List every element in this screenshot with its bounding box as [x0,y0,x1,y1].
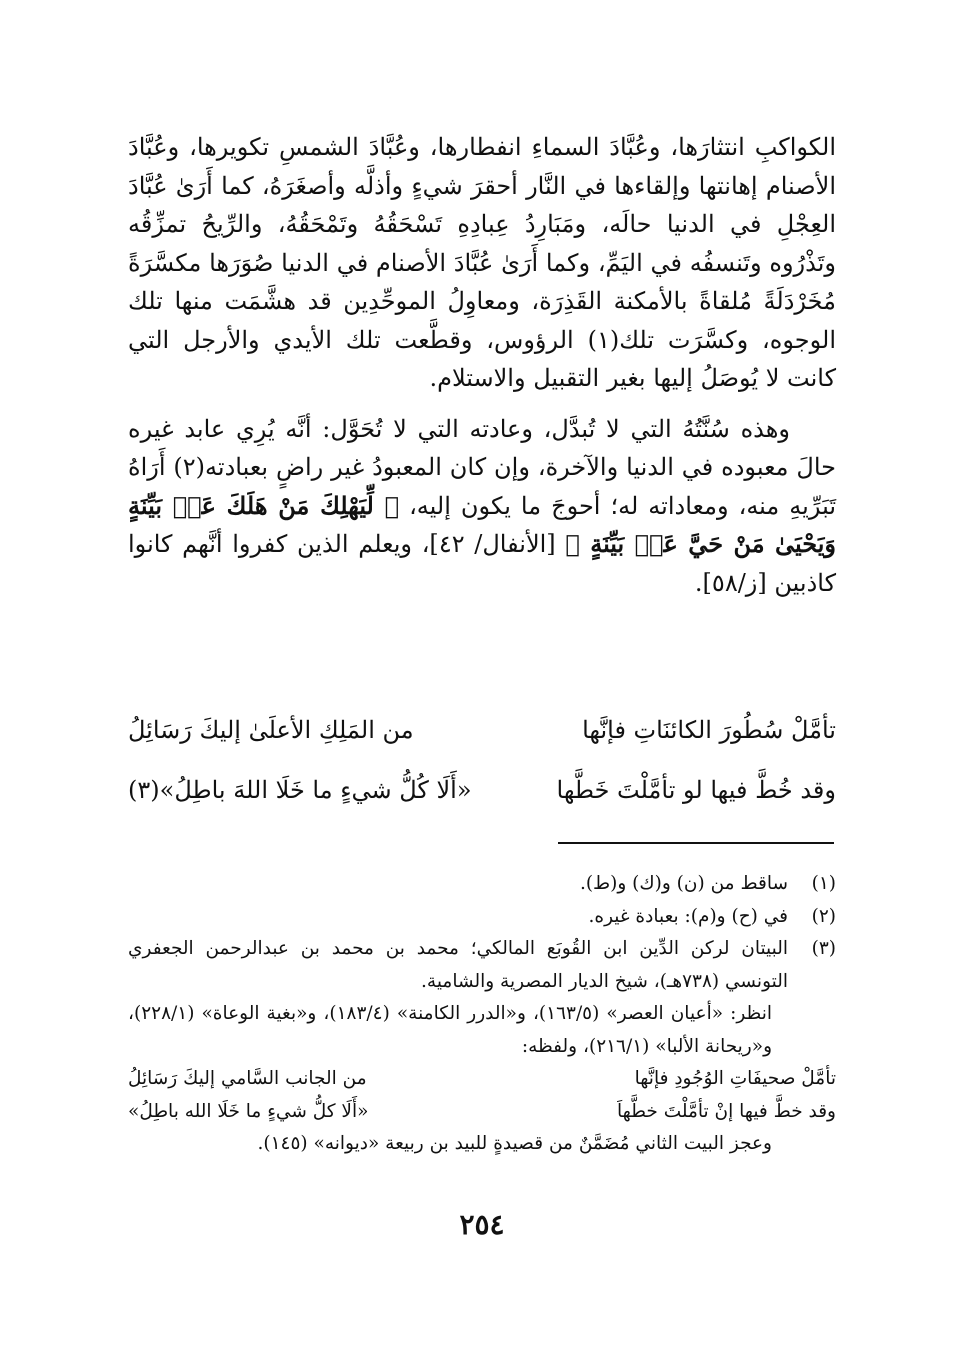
paragraph-2-citation: [الأنفال/ ٤٢]، ويعلم الذين كفروا أنَّهم كانوا كاذبين [ز/٥٨]. [128,530,836,597]
verse-line-2 [128,760,836,820]
quran-verse: ﴿ لِّيَهْلِكَ مَنْ هَلَكَ عَنۢ بَيِّنَةٍ وَيَحْيَىٰ مَنْ حَيَّ عَنۢ بَيِّنَةٍ ﴾ [128,490,837,558]
page-number: ٢٥٤ [459,1208,505,1241]
footnote-verse-line-1 [128,1063,836,1096]
poem-verses [128,700,836,820]
footnotes [128,868,836,1161]
verse-1-second-hemistich: من المَلِكِ الأعلَىٰ إليكَ رَسَائِلُ [128,716,414,744]
footnote-verse-2-second: «أَلَا كلُّ شيءٍ ما خَلَا الله باطِلُ» [128,1100,369,1122]
footnote-3-references: انظر: «أعيان العصر» (١٦٣/٥)، و«الدرر الكامنة» (١٨٣/٤)، و«بغية الوعاة» (٢٢٨/١)، و«ريحانة الألبا» (٢١٦/١)، ولفظه: [128,1003,772,1057]
footnote-verse-line-2 [128,1096,836,1129]
footnote-number: (٣) [811,938,836,959]
footnote-2 [128,901,836,934]
footnote-number: (١) [811,873,836,894]
footnote-separator [558,842,834,844]
main-text [128,128,836,602]
footnote-3-closing: وعجز البيت الثاني مُضَمَّنٌ من قصيدةٍ للبيد بن ربيعة «ديوانه» (١٤٥). [257,1133,772,1154]
footnote-verse-2-first: وقد خطَّ فيها إنْ تأمَّلْتَ خطَّهاَ [617,1100,836,1122]
verse-line-1 [128,700,836,760]
paragraph-2-text: وهذه سُنَّتُهُ التي لا تُبدَّل، وعادته التي لا تُحَوَّل: أنَّه يُرِي عابد غيره حالَ معبوده في الدنيا والآخرة، وإن كان المعبودُ غير راضٍ بعبادته(٢) أَرَاهُ تَبَرِّيهِ منه، ومعاداته له؛ أحوجَ ما يكون إليه، [128,414,837,520]
footnote-verse-1-first: تأمَّلْ صحيفَاتِ الوُجُودِ فإنَّها [634,1068,836,1089]
paragraph-2 [128,410,836,603]
paragraph-1: الكواكبِ انتثارَها، وعُبَّادَ السماءِ انفطارها، وعُبَّادَ الشمسِ تكويرها، وعُبَّادَ الأصنام إهانتها وإلقاءها في النَّار أحقرَ شيءٍ وأذلَّه وأصغَرَهُ، كما أَرَىٰ عُبَّادَ العِجْلِ في الدنيا حالَه، ومَبَارِدُ عِبادِهِ تَسْحَقُهُ وتَمْحَقُهُ، والرِّيحُ تمزِّقُه وتَذْرُوه وتَنسفُه في اليَمِّ، وكما أَرَىٰ عُبَّادَ الأصنام في الدنيا صُوَرَها مكسَّرَةً مُخَرْدَلَةً مُلقاةً بالأمكنة القَذِرَة، ومعاوِلُ الموحِّدِين قد هشَّمَت منها تلك الوجوه، وكسَّرَت تلك(١) الرؤوس، وقطَّعت تلك الأيدي والأرجل التي كانت لا يُوصَلُ إليها بغير التقبيل والاستلام. [128,133,836,392]
footnote-1 [128,868,836,901]
verse-1-first-hemistich: تأمَّلْ سُطُورَ الكائنَاتِ فإنَّها [582,716,836,744]
footnote-3 [128,933,836,998]
verse-2-second-hemistich: «أَلَا كُلُّ شيءٍ ما خَلَا اللهَ باطِلُ»(٣) [128,776,472,804]
footnote-text: ساقط من (ن) و(ك) و(ط). [579,873,788,894]
footnote-text: في (ح) و(م): بعبادة غيره. [588,905,788,927]
verse-2-first-hemistich: وقد خُطَّ فيها لو تأمَّلْتَ خَطَّها [556,776,836,804]
footnote-verse-1-second: من الجانب السَّامي إليكَ رَسَائِلُ [128,1068,367,1089]
footnote-text: البيتان لركن الدِّين ابن القُوبَع المالكي؛ محمد بن محمد بن عبدالرحمن الجعفري التونسي (٧٣٨هـ)، شيخ الديار المصرية والشامية. [128,938,788,992]
footnote-number: (٢) [811,905,836,927]
